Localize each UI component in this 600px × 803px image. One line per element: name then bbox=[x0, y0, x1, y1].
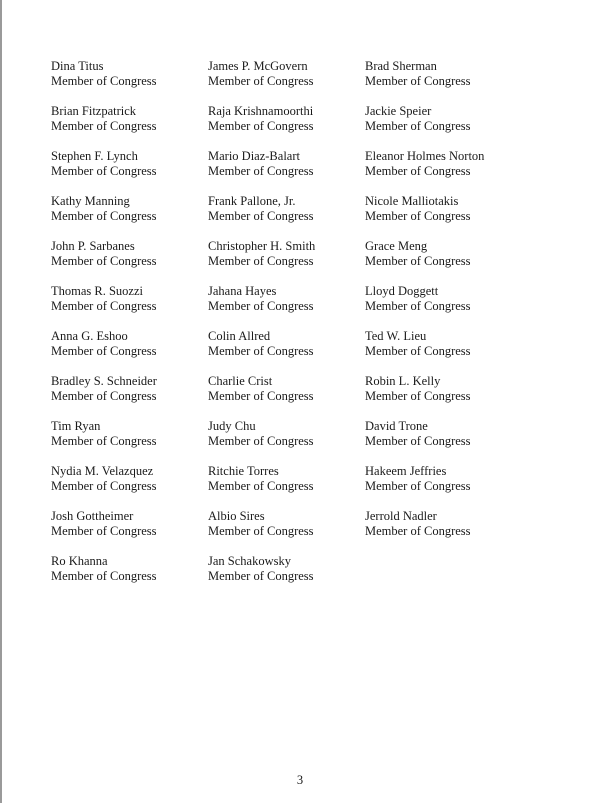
signatory-name: Frank Pallone, Jr. bbox=[208, 194, 296, 208]
signatory-title: Member of Congress bbox=[365, 119, 471, 133]
signatory-title: Member of Congress bbox=[365, 299, 471, 313]
signatory-title: Member of Congress bbox=[208, 389, 314, 403]
signature-block bbox=[208, 239, 365, 284]
signatory-name: Bradley S. Schneider bbox=[51, 374, 157, 388]
signatory-name: John P. Sarbanes bbox=[51, 239, 135, 253]
signature-block bbox=[365, 284, 522, 329]
signatory-title: Member of Congress bbox=[365, 389, 471, 403]
signature-block bbox=[365, 374, 522, 419]
signatory-name: Nydia M. Velazquez bbox=[51, 464, 154, 478]
signatory-title: Member of Congress bbox=[365, 434, 471, 448]
signatory-name: Jan Schakowsky bbox=[208, 554, 291, 568]
signatory-name: Hakeem Jeffries bbox=[365, 464, 447, 478]
signatory-name: Josh Gottheimer bbox=[51, 509, 134, 523]
signature-block bbox=[208, 509, 365, 554]
signatory-title: Member of Congress bbox=[51, 164, 157, 178]
signature-block bbox=[51, 374, 208, 419]
signatory-name: Raja Krishnamoorthi bbox=[208, 104, 314, 118]
signature-block bbox=[208, 104, 365, 149]
signatory-name: Dina Titus bbox=[51, 59, 104, 73]
signature-block bbox=[208, 194, 365, 239]
signatory-name: Anna G. Eshoo bbox=[51, 329, 128, 343]
signature-block bbox=[365, 509, 522, 554]
signature-block bbox=[51, 149, 208, 194]
signatory-name: Jackie Speier bbox=[365, 104, 432, 118]
signature-block bbox=[51, 464, 208, 509]
signatory-title: Member of Congress bbox=[51, 254, 157, 268]
signature-block bbox=[365, 239, 522, 284]
signatory-name: Brian Fitzpatrick bbox=[51, 104, 137, 118]
signatory-title: Member of Congress bbox=[365, 479, 471, 493]
signatory-title: Member of Congress bbox=[208, 344, 314, 358]
signatory-name: Ro Khanna bbox=[51, 554, 108, 568]
signature-block bbox=[51, 554, 208, 599]
signatory-title: Member of Congress bbox=[365, 74, 471, 88]
signatory-title: Member of Congress bbox=[51, 569, 157, 583]
signature-block bbox=[51, 194, 208, 239]
signatory-title: Member of Congress bbox=[208, 74, 314, 88]
signatory-name: Eleanor Holmes Norton bbox=[365, 149, 485, 163]
signature-block bbox=[365, 329, 522, 374]
signature-block bbox=[365, 194, 522, 239]
page-edge-divider bbox=[0, 0, 2, 803]
signature-block bbox=[365, 464, 522, 509]
signatory-title: Member of Congress bbox=[208, 299, 314, 313]
signatory-name: David Trone bbox=[365, 419, 428, 433]
signature-block bbox=[365, 104, 522, 149]
signatory-name: Judy Chu bbox=[208, 419, 256, 433]
signatory-title: Member of Congress bbox=[51, 119, 157, 133]
signature-block bbox=[51, 329, 208, 374]
signatory-title: Member of Congress bbox=[51, 209, 157, 223]
signatory-title: Member of Congress bbox=[208, 524, 314, 538]
signatory-title: Member of Congress bbox=[51, 524, 157, 538]
signature-block bbox=[208, 374, 365, 419]
signature-block bbox=[208, 149, 365, 194]
signature-block bbox=[208, 419, 365, 464]
signatory-name: Mario Diaz-Balart bbox=[208, 149, 300, 163]
signatory-title: Member of Congress bbox=[51, 299, 157, 313]
signature-block bbox=[51, 104, 208, 149]
signature-block bbox=[208, 59, 365, 104]
signatory-name: Thomas R. Suozzi bbox=[51, 284, 144, 298]
signatory-title: Member of Congress bbox=[208, 119, 314, 133]
signature-block bbox=[365, 149, 522, 194]
signatory-title: Member of Congress bbox=[365, 164, 471, 178]
signatory-name: Jahana Hayes bbox=[208, 284, 277, 298]
signature-block bbox=[51, 284, 208, 329]
signatory-name: Nicole Malliotakis bbox=[365, 194, 459, 208]
signatory-name: Kathy Manning bbox=[51, 194, 130, 208]
signatory-name: Jerrold Nadler bbox=[365, 509, 437, 523]
signatory-name: Brad Sherman bbox=[365, 59, 437, 73]
signatory-name: Stephen F. Lynch bbox=[51, 149, 138, 163]
signatory-title: Member of Congress bbox=[365, 344, 471, 358]
signatory-title: Member of Congress bbox=[208, 434, 314, 448]
signature-block bbox=[365, 59, 522, 104]
signatory-title: Member of Congress bbox=[208, 479, 314, 493]
signatory-name: Grace Meng bbox=[365, 239, 428, 253]
signatory-title: Member of Congress bbox=[51, 479, 157, 493]
signatory-title: Member of Congress bbox=[51, 74, 157, 88]
signatory-name: Charlie Crist bbox=[208, 374, 273, 388]
signature-block bbox=[51, 419, 208, 464]
signature-grid bbox=[51, 59, 522, 599]
signatory-title: Member of Congress bbox=[51, 344, 157, 358]
signatory-title: Member of Congress bbox=[51, 434, 157, 448]
signatory-title: Member of Congress bbox=[208, 254, 314, 268]
signatory-name: Christopher H. Smith bbox=[208, 239, 316, 253]
signatory-name: Colin Allred bbox=[208, 329, 271, 343]
signatory-title: Member of Congress bbox=[365, 254, 471, 268]
signatory-title: Member of Congress bbox=[51, 389, 157, 403]
signatory-name: Albio Sires bbox=[208, 509, 265, 523]
signature-block bbox=[51, 239, 208, 284]
signatory-name: Tim Ryan bbox=[51, 419, 101, 433]
page-number: 3 bbox=[296, 773, 304, 787]
signature-block bbox=[51, 509, 208, 554]
signature-block bbox=[208, 464, 365, 509]
signatory-name: Robin L. Kelly bbox=[365, 374, 441, 388]
signature-block bbox=[208, 554, 365, 599]
signature-block bbox=[208, 329, 365, 374]
signature-block bbox=[208, 284, 365, 329]
signatory-title: Member of Congress bbox=[208, 569, 314, 583]
signatory-name: Lloyd Doggett bbox=[365, 284, 439, 298]
signatory-title: Member of Congress bbox=[365, 524, 471, 538]
signatory-title: Member of Congress bbox=[208, 209, 314, 223]
signatory-title: Member of Congress bbox=[208, 164, 314, 178]
signatory-name: Ritchie Torres bbox=[208, 464, 279, 478]
signatory-name: James P. McGovern bbox=[208, 59, 308, 73]
signatory-name: Ted W. Lieu bbox=[365, 329, 427, 343]
signature-block bbox=[365, 419, 522, 464]
signature-block bbox=[51, 59, 208, 104]
signatory-title: Member of Congress bbox=[365, 209, 471, 223]
